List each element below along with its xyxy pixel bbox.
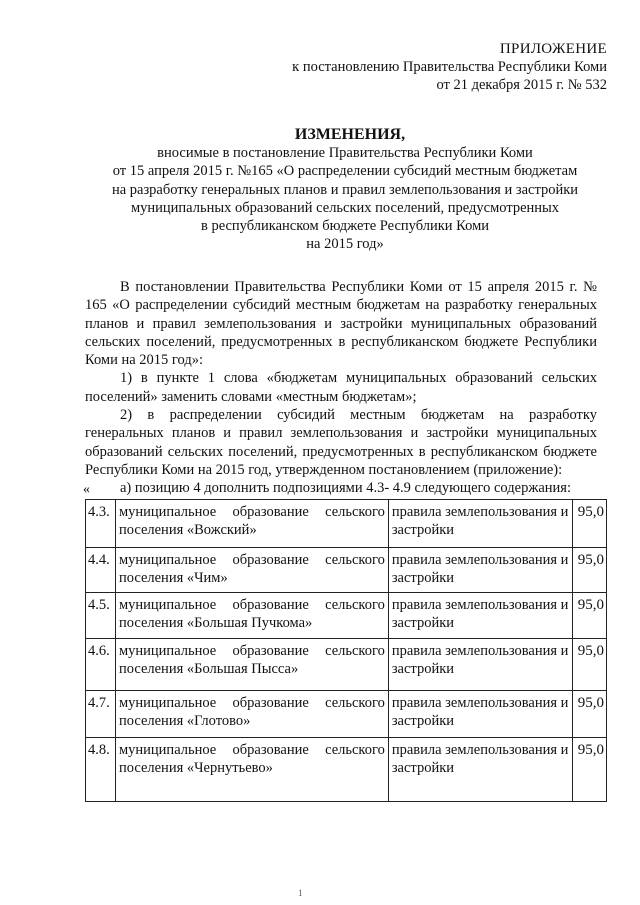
subsidy-amount: 95,0 xyxy=(573,738,607,802)
subtitle-line: от 15 апреля 2015 г. №165 «О распределении субсидий местным бюджетам xyxy=(112,163,578,180)
subsidy-amount: 95,0 xyxy=(573,691,607,738)
table-row xyxy=(86,500,607,548)
body-text xyxy=(85,278,597,498)
table-row xyxy=(86,691,607,738)
subtitle-line: на 2015 год» xyxy=(306,236,384,253)
page-mark: 1 xyxy=(298,888,303,898)
municipality-name: муниципальное образование сельского поселения «Большая Пысса» xyxy=(115,639,388,691)
appendix-date-line: от 21 декабря 2015 г. № 532 xyxy=(436,77,607,93)
row-number: 4.4. xyxy=(86,548,116,593)
row-number: 4.5. xyxy=(86,593,116,639)
subtitle-line: муниципальных образований сельских поселений, предусмотренных xyxy=(130,199,560,216)
table-row xyxy=(86,639,607,691)
subtitle-line: вносимые в постановление Правительства Республики Коми xyxy=(157,145,533,161)
table-row xyxy=(86,593,607,639)
subsidy-amount: 95,0 xyxy=(573,593,607,639)
municipality-name: муниципальное образование сельского поселения «Вожский» xyxy=(115,500,388,548)
row-number: 4.7. xyxy=(86,691,116,738)
municipality-name: муниципальное образование сельского поселения «Чернутьево» xyxy=(115,738,388,802)
municipality-name: муниципальное образование сельского поселения «Глотово» xyxy=(115,691,388,738)
row-number: 4.8. xyxy=(86,738,116,802)
subtitle-line: в республиканском бюджете Республики Коми xyxy=(200,218,490,235)
appendix-header xyxy=(292,40,607,94)
item-2a-paragraph: а) позицию 4 дополнить подпозициями 4.3- 4.9 следующего содержания: xyxy=(120,480,572,497)
subsidy-purpose: правила землепользования и застройки xyxy=(388,639,572,691)
opening-quote: « xyxy=(83,482,90,497)
subsidy-amount: 95,0 xyxy=(573,500,607,548)
subsidy-purpose: правила землепользования и застройки xyxy=(388,593,572,639)
item-1-paragraph: 1) в пункте 1 слова «бюджетам муниципальных образований сельских поселений» заменить словами «местным бюджетам»; xyxy=(85,370,597,405)
appendix-title: ПРИЛОЖЕНИЕ xyxy=(499,41,607,57)
subsidy-amount: 95,0 xyxy=(573,639,607,691)
subsidy-purpose: правила землепользования и застройки xyxy=(388,548,572,593)
municipality-name: муниципальное образование сельского поселения «Большая Пучкома» xyxy=(115,593,388,639)
row-number: 4.3. xyxy=(86,500,116,548)
changes-subtitle xyxy=(90,144,600,254)
subsidy-purpose: правила землепользования и застройки xyxy=(388,738,572,802)
appendix-decree-line: к постановлению Правительства Республики Коми xyxy=(292,59,607,75)
subsidy-table xyxy=(85,499,607,802)
intro-paragraph: В постановлении Правительства Республики Коми от 15 апреля 2015 г. № 165 «О распределении субсидий местным бюджетам на разработку генеральных планов и правил землепользования и застройки муниципальных образований сельских поселений, предусмотренных в республиканском бюджете Республики Коми на 2015 год»: xyxy=(85,279,597,369)
subsidy-amount: 95,0 xyxy=(573,548,607,593)
subsidy-purpose: правила землепользования и застройки xyxy=(388,500,572,548)
municipality-name: муниципальное образование сельского поселения «Чим» xyxy=(115,548,388,593)
item-2-paragraph: 2) в распределении субсидий местным бюджетам на разработку генеральных планов и правил землепользования и застройки муниципальных образований сельских поселений, предусмотренных в республиканском бюджете Республики Коми на 2015 год, утвержденном постановлением (приложение): xyxy=(85,407,597,478)
subsidy-purpose: правила землепользования и застройки xyxy=(388,691,572,738)
subtitle-line: на разработку генеральных планов и правил землепользования и застройки xyxy=(111,181,579,198)
changes-title: ИЗМЕНЕНИЯ, xyxy=(294,126,406,143)
row-number: 4.6. xyxy=(86,639,116,691)
table-row xyxy=(86,548,607,593)
table-row xyxy=(86,738,607,802)
